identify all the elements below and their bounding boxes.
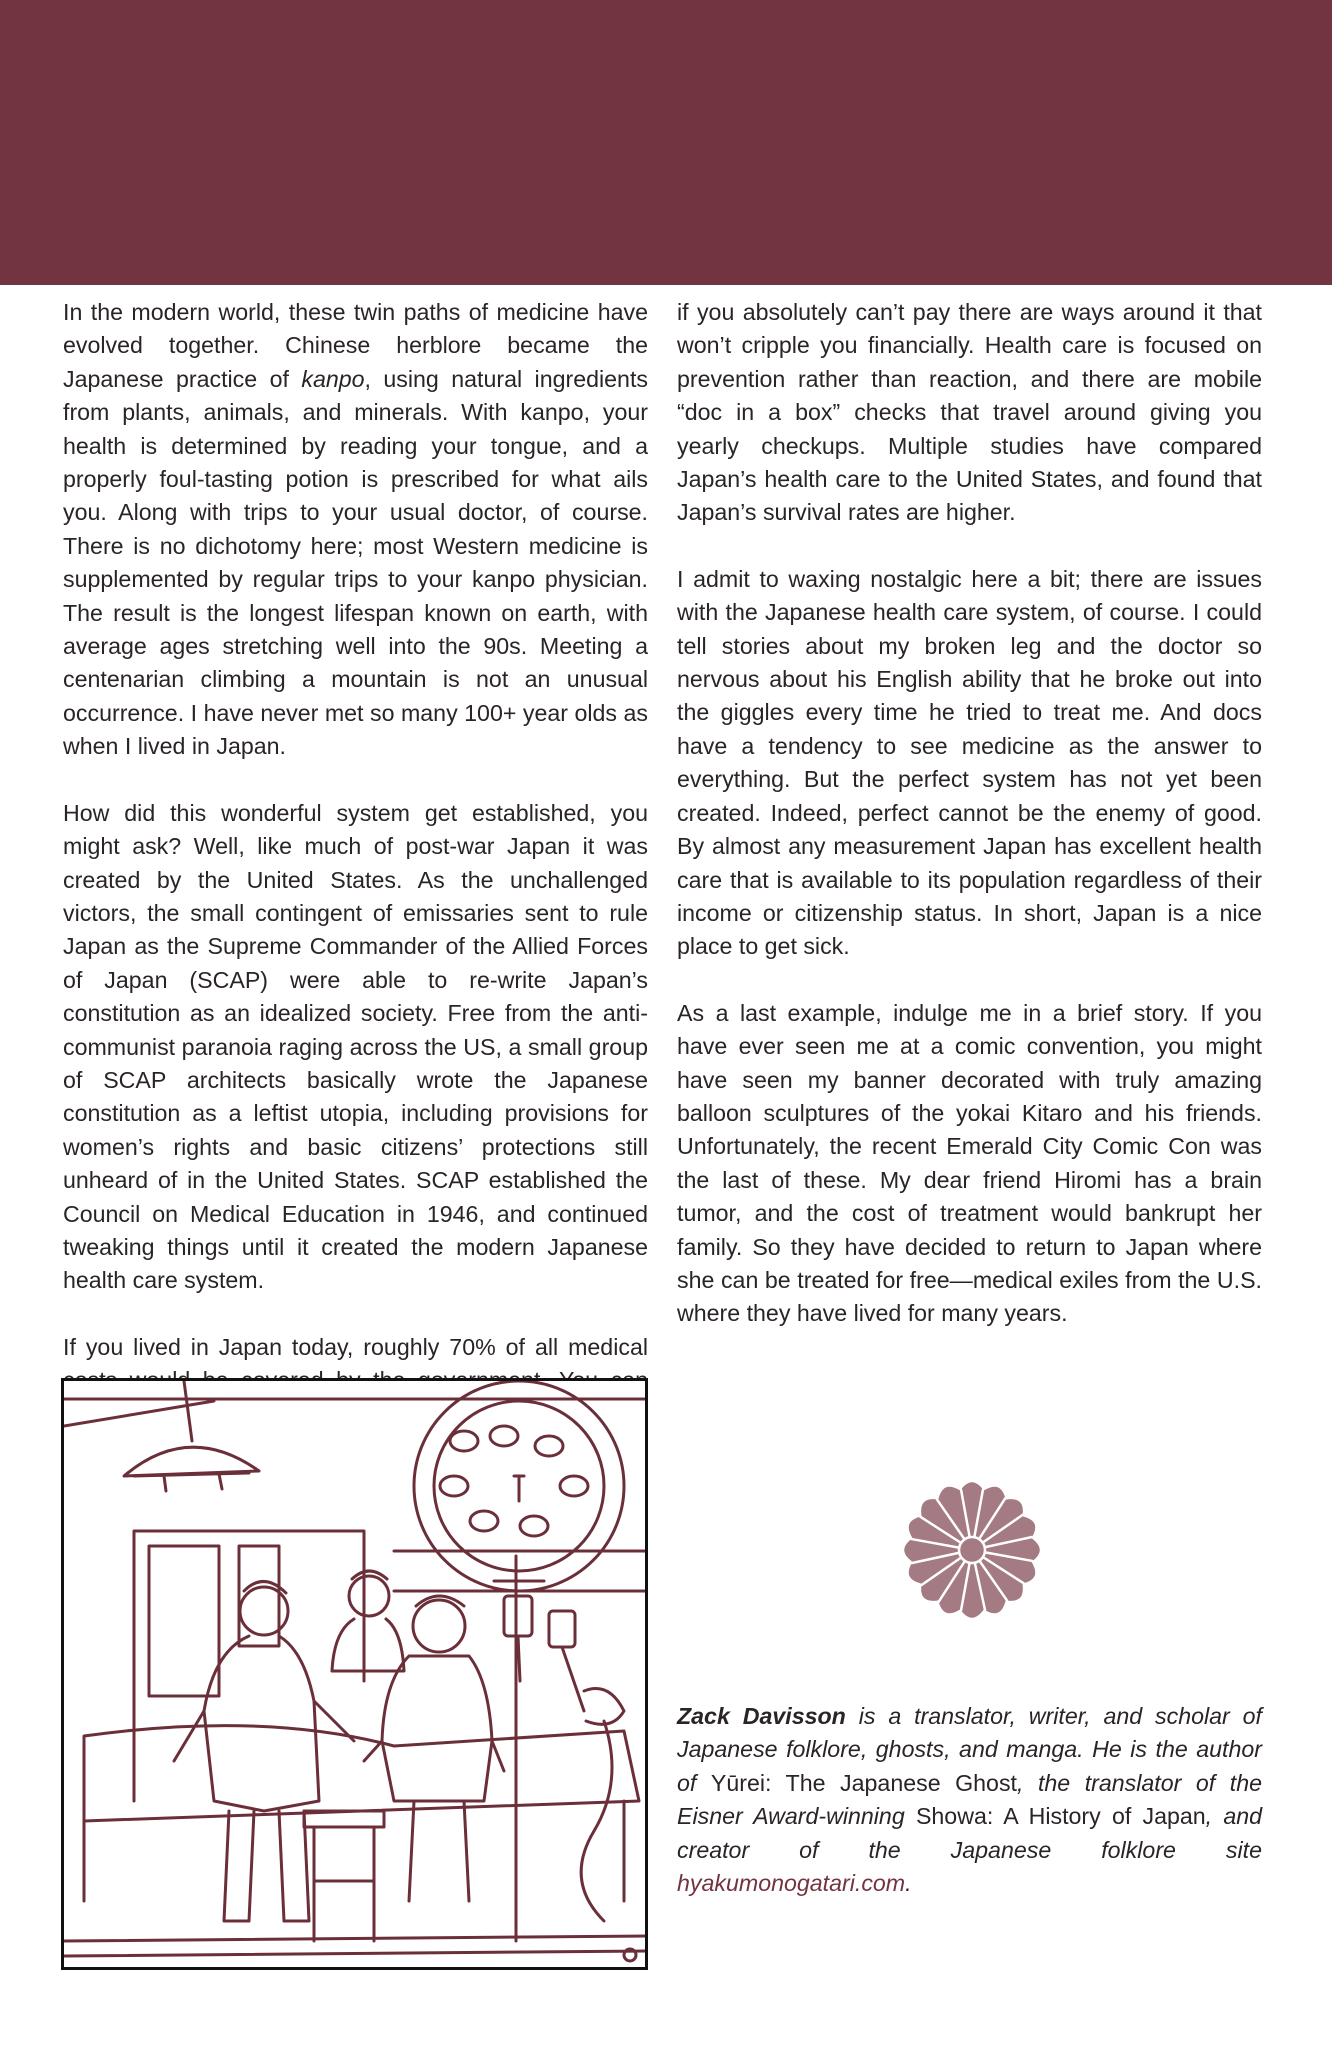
- surgery-illustration: [61, 1378, 648, 1970]
- kanpo-term: kanpo: [301, 365, 365, 392]
- right-column: [677, 296, 1262, 1331]
- left-paragraph-2: How did this wonderful system get established, you might ask? Well, like much of post-war Japan it was created by the United States. As the unchallenged victors, the small contingent of emissaries sent to rule Japan as the Supreme Commander of the Allied Forces of Japan (SCAP) were able to re-write Japan’s constitution as an idealized society. Free from the anti-communist paranoia raging across the US, a small group of SCAP architects basically wrote the Japanese constitution as a leftist utopia, including provisions for women’s rights and basic citizens’ protections still unheard of in the United States. SCAP established the Council on Medical Education in 1946, and continued tweaking things until it created the modern Japanese health care system.: [63, 799, 648, 1294]
- left-paragraph-1: In the modern world, these twin paths of medicine have evolved together. Chinese herblore became the Japanese practice of kanpo, using natural ingredients from plants, animals, and minerals. With kanpo, your health is determined by reading your tongue, and a properly foul-tasting potion is prescribed for what ails you. Along with trips to your usual doctor, of course. There is no dichotomy here; most Western medicine is supplemented by regular trips to your kanpo physician. The result is the longest lifespan known on earth, with average ages stretching well into the 90s. Meeting a centenarian climbing a mountain is not an unusual occurrence. I have never met so many 100+ year olds as when I lived in Japan.: [63, 299, 648, 760]
- chrysanthemum-crest-icon: [898, 1476, 1046, 1624]
- left-column: [63, 296, 648, 1431]
- book-title-showa: Showa: A History of Japan: [915, 1803, 1206, 1830]
- author-name: Zack Davisson: [677, 1703, 846, 1729]
- book-title-yurei: Yūrei: The Japanese Ghost: [710, 1769, 1017, 1796]
- header-banner: [0, 0, 1332, 285]
- right-paragraph-1: if you absolutely can’t pay there are ways around it that won’t cripple you financially. Health care is focused on prevention rather than reaction, and there are mobile “doc in a box” checks that travel around giving you yearly checkups. Multiple studies have compared Japan’s health care to the United States, and found that Japan’s survival rates are higher.: [677, 299, 1262, 526]
- left-paragraph-3: If you lived in Japan today, roughly 70% of all medical: [63, 1333, 648, 1360]
- folklore-site-link[interactable]: hyakumonogatari.com: [677, 1870, 906, 1897]
- author-bio: Zack Davisson is a translator, writer, and scholar of Japanese folklore, ghosts, and manga. He is the author of Yūrei: The Japanese Ghost, the translator of the Eisner Award-winning Showa: A History of Japan, and creator of the Japanese folklore site hyakumonogatari.com.: [677, 1703, 1263, 1897]
- right-paragraph-2: I admit to waxing nostalgic here a bit; there are issues with the Japanese health care system, of course. I could tell stories about my broken leg and the doctor so nervous about his English ability that he broke out into the giggles every time he tried to treat me. And docs have a tendency to see medicine as the answer to everything. But the perfect system has not yet been created. Indeed, perfect cannot be the enemy of good. By almost any measurement Japan has excellent health care that is available to its population regardless of their income or citizenship status. In short, Japan is a nice place to get sick.: [677, 565, 1262, 960]
- right-paragraph-3: As a last example, indulge me in a brief story. If you have ever seen me at a comic convention, you might have seen my banner decorated with truly amazing balloon sculptures of the yokai Kitaro and his friends. Unfortunately, the recent Emerald City Comic Con was the last of these. My dear friend Hiromi has a brain tumor, and the cost of treatment would bankrupt her family. So they have decided to return to Japan where she can be treated for free—medical exiles from the U.S. where they have lived for many years.: [677, 999, 1262, 1327]
